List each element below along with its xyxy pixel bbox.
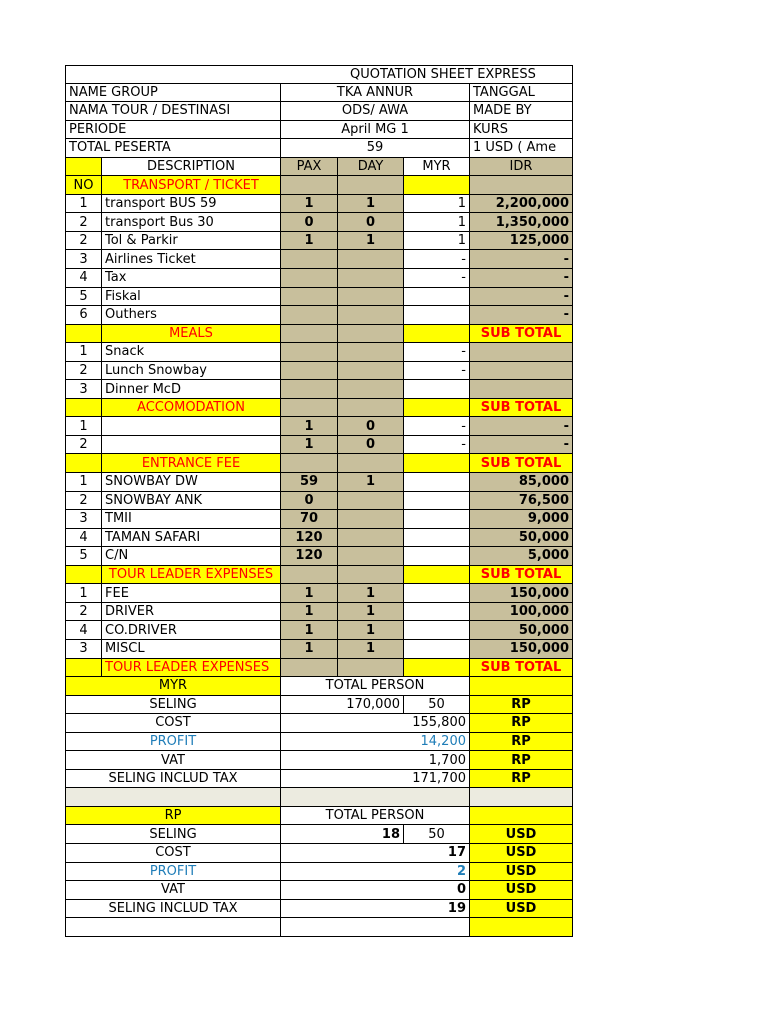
separator-cell [470,788,573,807]
row-idr[interactable]: 9,000 [470,510,573,529]
row-description[interactable]: Dinner McD [102,380,281,399]
summary-label: SELING [65,825,281,844]
row-day[interactable] [338,380,404,399]
myr-cell[interactable] [404,399,470,418]
row-pax[interactable]: 1 [281,640,338,659]
row-description[interactable]: SNOWBAY DW [102,473,281,492]
row-description[interactable]: Fiskal [102,288,281,307]
row-day[interactable]: 0 [338,213,404,232]
row-idr[interactable] [470,343,573,362]
row-myr[interactable] [404,306,470,325]
row-pax[interactable]: 1 [281,621,338,640]
summary-row [65,900,573,919]
row-number: 3 [65,250,102,269]
summary-amount[interactable]: 0 [281,881,470,900]
header-row-periode [65,121,573,140]
section-subtotal[interactable]: SUB TOTAL [470,566,573,585]
row-number: 1 [65,584,102,603]
row-day[interactable]: 1 [338,584,404,603]
column-pax[interactable]: PAX [281,158,338,177]
row-myr[interactable] [404,510,470,529]
myr-cell[interactable] [404,566,470,585]
summary-amount[interactable]: 19 [281,900,470,919]
row-pax[interactable]: 1 [281,232,338,251]
summary-header-row [65,677,573,696]
table-row [65,195,573,214]
row-description[interactable] [102,417,281,436]
row-idr[interactable]: 150,000 [470,584,573,603]
row-idr[interactable]: 100,000 [470,603,573,622]
section-title[interactable]: ENTRANCE FEE [102,454,281,473]
header-label[interactable]: NAMA TOUR / DESTINASI [65,102,281,121]
summary-unit: RP [470,733,573,752]
row-myr[interactable]: 1 [404,232,470,251]
row-day[interactable]: 1 [338,232,404,251]
row-number: 1 [65,473,102,492]
row-day[interactable]: 1 [338,195,404,214]
summary-row [65,844,573,863]
table-row [65,380,573,399]
row-pax[interactable]: 1 [281,436,338,455]
header-value[interactable]: April MG 1 [281,121,470,140]
summary-label: PROFIT [65,733,281,752]
row-pax[interactable]: 70 [281,510,338,529]
row-day[interactable]: 1 [338,603,404,622]
row-myr[interactable] [404,603,470,622]
summary-unit-blank[interactable] [470,677,573,696]
row-myr[interactable]: - [404,417,470,436]
table-row [65,232,573,251]
trailing-cell[interactable] [65,918,281,937]
table-row [65,492,573,511]
row-description[interactable]: Outhers [102,306,281,325]
section-no-cell [65,399,102,418]
summary-unit: USD [470,825,573,844]
column-day[interactable]: DAY [338,158,404,177]
section-header-row [65,325,573,344]
row-day[interactable] [338,306,404,325]
row-pax[interactable]: 1 [281,584,338,603]
row-pax[interactable] [281,380,338,399]
row-myr[interactable] [404,473,470,492]
row-idr[interactable]: 150,000 [470,640,573,659]
row-myr[interactable] [404,492,470,511]
pax-cell[interactable] [281,325,338,344]
final-section-row [65,659,573,678]
summary-label: SELING INCLUD TAX [65,770,281,789]
section-subtotal[interactable]: SUB TOTAL [470,325,573,344]
header-row-tour [65,102,573,121]
pax-cell[interactable] [281,176,338,195]
trailing-row [65,918,573,937]
row-day[interactable]: 0 [338,417,404,436]
summary-amount[interactable]: 170,000 [281,696,404,715]
table-row [65,417,573,436]
idr-cell[interactable] [470,176,573,195]
column-no: NO [65,176,102,195]
table-row [65,640,573,659]
day-cell[interactable] [338,176,404,195]
section-title[interactable]: TOUR LEADER EXPENSES [102,566,281,585]
row-number: 3 [65,380,102,399]
header-label[interactable]: TOTAL PESERTA [65,139,281,158]
table-row [65,269,573,288]
summary-row [65,770,573,789]
pax-cell[interactable] [281,399,338,418]
summary-unit-blank[interactable] [470,807,573,826]
myr-cell[interactable] [404,325,470,344]
row-number: 5 [65,288,102,307]
row-myr[interactable]: 1 [404,195,470,214]
column-myr[interactable]: MYR [404,158,470,177]
row-description[interactable]: Snack [102,343,281,362]
row-myr[interactable] [404,640,470,659]
row-description[interactable]: transport Bus 30 [102,213,281,232]
row-pax[interactable] [281,269,338,288]
summary-unit: USD [470,844,573,863]
table-row [65,603,573,622]
row-description[interactable]: C/N [102,547,281,566]
summary-label: SELING INCLUD TAX [65,900,281,919]
row-idr[interactable]: - [470,417,573,436]
row-number: 3 [65,510,102,529]
header-row-name-group [65,84,573,103]
table-row [65,362,573,381]
header-value[interactable]: TKA ANNUR [281,84,470,103]
row-idr[interactable]: 2,200,000 [470,195,573,214]
summary-unit: USD [470,900,573,919]
table-row [65,436,573,455]
summary-myr [65,677,573,788]
summary-unit: RP [470,696,573,715]
row-idr[interactable]: - [470,306,573,325]
summary-label: VAT [65,881,281,900]
myr-cell[interactable] [404,176,470,195]
day-cell[interactable] [338,399,404,418]
pax-cell[interactable] [281,454,338,473]
sheet-title-row [65,65,573,84]
summary-currency[interactable]: RP [65,807,281,826]
summary-row [65,825,573,844]
section-no-cell [65,454,102,473]
row-number: 5 [65,547,102,566]
summary-unit: USD [470,863,573,882]
row-idr[interactable]: 76,500 [470,492,573,511]
row-number: 1 [65,343,102,362]
row-number: 2 [65,603,102,622]
header-value[interactable]: 59 [281,139,470,158]
quotation-sheet [65,65,573,937]
column-header-row [65,158,573,177]
row-myr[interactable] [404,529,470,548]
summary-amount[interactable]: 171,700 [281,770,470,789]
no-column-blank [65,158,102,177]
row-myr[interactable] [404,547,470,566]
column-idr[interactable]: IDR [470,158,573,177]
row-day[interactable] [338,547,404,566]
row-description[interactable]: SNOWBAY ANK [102,492,281,511]
row-description[interactable]: TMII [102,510,281,529]
section-header-row [65,399,573,418]
pax-cell[interactable] [281,566,338,585]
row-number: 4 [65,529,102,548]
header-right[interactable]: TANGGAL [470,84,573,103]
summary-amount[interactable]: 17 [281,844,470,863]
section-no-cell [65,325,102,344]
section-title[interactable]: ACCOMODATION [102,399,281,418]
separator-row [65,788,573,807]
row-day[interactable] [338,362,404,381]
summary-unit: RP [470,714,573,733]
row-idr[interactable]: 1,350,000 [470,213,573,232]
table-row [65,584,573,603]
table-row [65,547,573,566]
row-day[interactable] [338,250,404,269]
summary-persons[interactable]: 50 [404,825,470,844]
row-number: 2 [65,492,102,511]
row-pax[interactable]: 1 [281,195,338,214]
row-description[interactable] [102,436,281,455]
total-person-label[interactable]: TOTAL PERSON [281,807,470,826]
row-day[interactable] [338,492,404,511]
row-description[interactable]: TAMAN SAFARI [102,529,281,548]
row-day[interactable] [338,510,404,529]
summary-unit: RP [470,751,573,770]
row-number: 6 [65,306,102,325]
summary-label: COST [65,714,281,733]
row-myr[interactable] [404,584,470,603]
row-idr[interactable]: 85,000 [470,473,573,492]
table-row [65,473,573,492]
table-row [65,250,573,269]
section-title[interactable]: TRANSPORT / TICKET [102,176,281,195]
trailing-cell[interactable] [470,918,573,937]
header-right[interactable]: MADE BY [470,102,573,121]
table-row [65,621,573,640]
section-header-row [65,176,573,195]
row-pax[interactable]: 0 [281,492,338,511]
table-row [65,306,573,325]
summary-row [65,696,573,715]
row-idr[interactable]: 50,000 [470,621,573,640]
row-myr[interactable]: - [404,436,470,455]
summary-row [65,714,573,733]
row-myr[interactable]: - [404,362,470,381]
row-number: 1 [65,417,102,436]
row-description[interactable]: Lunch Snowbay [102,362,281,381]
summary-label: PROFIT [65,863,281,882]
row-number: 4 [65,269,102,288]
row-myr[interactable] [404,621,470,640]
day-cell[interactable] [338,325,404,344]
row-day[interactable]: 1 [338,640,404,659]
section-header-row [65,566,573,585]
column-description[interactable]: DESCRIPTION [102,158,281,177]
table-row [65,213,573,232]
summary-amount[interactable]: 155,800 [281,714,470,733]
day-cell[interactable] [338,454,404,473]
row-number: 2 [65,436,102,455]
summary-rp [65,807,573,918]
table-row [65,343,573,362]
row-idr[interactable] [470,362,573,381]
summary-unit: USD [470,881,573,900]
row-description[interactable]: FEE [102,584,281,603]
section-no-cell [65,566,102,585]
row-description[interactable]: transport BUS 59 [102,195,281,214]
table-row [65,510,573,529]
myr-cell[interactable] [404,659,470,678]
row-day[interactable]: 0 [338,436,404,455]
header-right[interactable]: KURS [470,121,573,140]
summary-row [65,881,573,900]
table-row [65,288,573,307]
summary-amount[interactable]: 14,200 [281,733,470,752]
row-day[interactable] [338,288,404,307]
row-myr[interactable]: 1 [404,213,470,232]
row-idr[interactable] [470,380,573,399]
header-label[interactable]: NAME GROUP [65,84,281,103]
row-idr[interactable]: 5,000 [470,547,573,566]
row-description[interactable]: MISCL [102,640,281,659]
final-subtotal[interactable]: SUB TOTAL [470,659,573,678]
section-subtotal[interactable]: SUB TOTAL [470,399,573,418]
row-pax[interactable] [281,306,338,325]
table-row [65,529,573,548]
row-idr[interactable]: 125,000 [470,232,573,251]
header-row-peserta [65,139,573,158]
row-description[interactable]: Tol & Parkir [102,232,281,251]
row-idr[interactable]: - [470,250,573,269]
row-pax[interactable]: 1 [281,417,338,436]
section-title[interactable]: MEALS [102,325,281,344]
row-number: 2 [65,213,102,232]
header-value[interactable]: ODS/ AWA [281,102,470,121]
section-no-cell [65,659,102,678]
summary-row [65,733,573,752]
summary-row [65,751,573,770]
row-description[interactable]: DRIVER [102,603,281,622]
row-idr[interactable]: - [470,436,573,455]
sections [65,176,573,658]
row-number: 3 [65,640,102,659]
separator-cell [281,788,470,807]
row-number: 2 [65,232,102,251]
row-description[interactable]: Tax [102,269,281,288]
row-number: 1 [65,195,102,214]
header-label[interactable]: PERIODE [65,121,281,140]
row-number: 4 [65,621,102,640]
row-description[interactable]: Airlines Ticket [102,250,281,269]
row-pax[interactable] [281,362,338,381]
row-myr[interactable]: - [404,343,470,362]
summary-label: SELING [65,696,281,715]
section-header-row [65,454,573,473]
summary-persons[interactable]: 50 [404,696,470,715]
row-day[interactable] [338,529,404,548]
sheet-title[interactable]: QUOTATION SHEET EXPRESS [65,65,573,84]
row-myr[interactable]: - [404,250,470,269]
row-pax[interactable] [281,250,338,269]
row-pax[interactable]: 120 [281,529,338,548]
row-day[interactable] [338,343,404,362]
total-person-label[interactable]: TOTAL PERSON [281,677,470,696]
row-pax[interactable]: 59 [281,473,338,492]
summary-currency[interactable]: MYR [65,677,281,696]
day-cell[interactable] [338,566,404,585]
row-myr[interactable] [404,288,470,307]
trailing-cell[interactable] [281,918,470,937]
summary-label: VAT [65,751,281,770]
summary-header-row [65,807,573,826]
separator-cell [65,788,281,807]
row-day[interactable]: 1 [338,621,404,640]
section-subtotal[interactable]: SUB TOTAL [470,454,573,473]
summary-amount[interactable]: 18 [281,825,404,844]
row-myr[interactable]: - [404,269,470,288]
summary-unit: RP [470,770,573,789]
myr-cell[interactable] [404,454,470,473]
pax-cell[interactable] [281,659,338,678]
summary-amount[interactable]: 2 [281,863,470,882]
final-section-title[interactable]: TOUR LEADER EXPENSES [102,659,281,678]
row-pax[interactable] [281,343,338,362]
row-idr[interactable]: - [470,269,573,288]
summary-label: COST [65,844,281,863]
header-right[interactable]: 1 USD ( Ame [470,139,573,158]
row-myr[interactable] [404,380,470,399]
summary-amount[interactable]: 1,700 [281,751,470,770]
row-pax[interactable]: 120 [281,547,338,566]
day-cell[interactable] [338,659,404,678]
row-idr[interactable]: 50,000 [470,529,573,548]
summary-row [65,863,573,882]
row-pax[interactable]: 0 [281,213,338,232]
row-day[interactable]: 1 [338,473,404,492]
row-idr[interactable]: - [470,288,573,307]
row-description[interactable]: CO.DRIVER [102,621,281,640]
row-pax[interactable] [281,288,338,307]
row-pax[interactable]: 1 [281,603,338,622]
row-day[interactable] [338,269,404,288]
row-number: 2 [65,362,102,381]
